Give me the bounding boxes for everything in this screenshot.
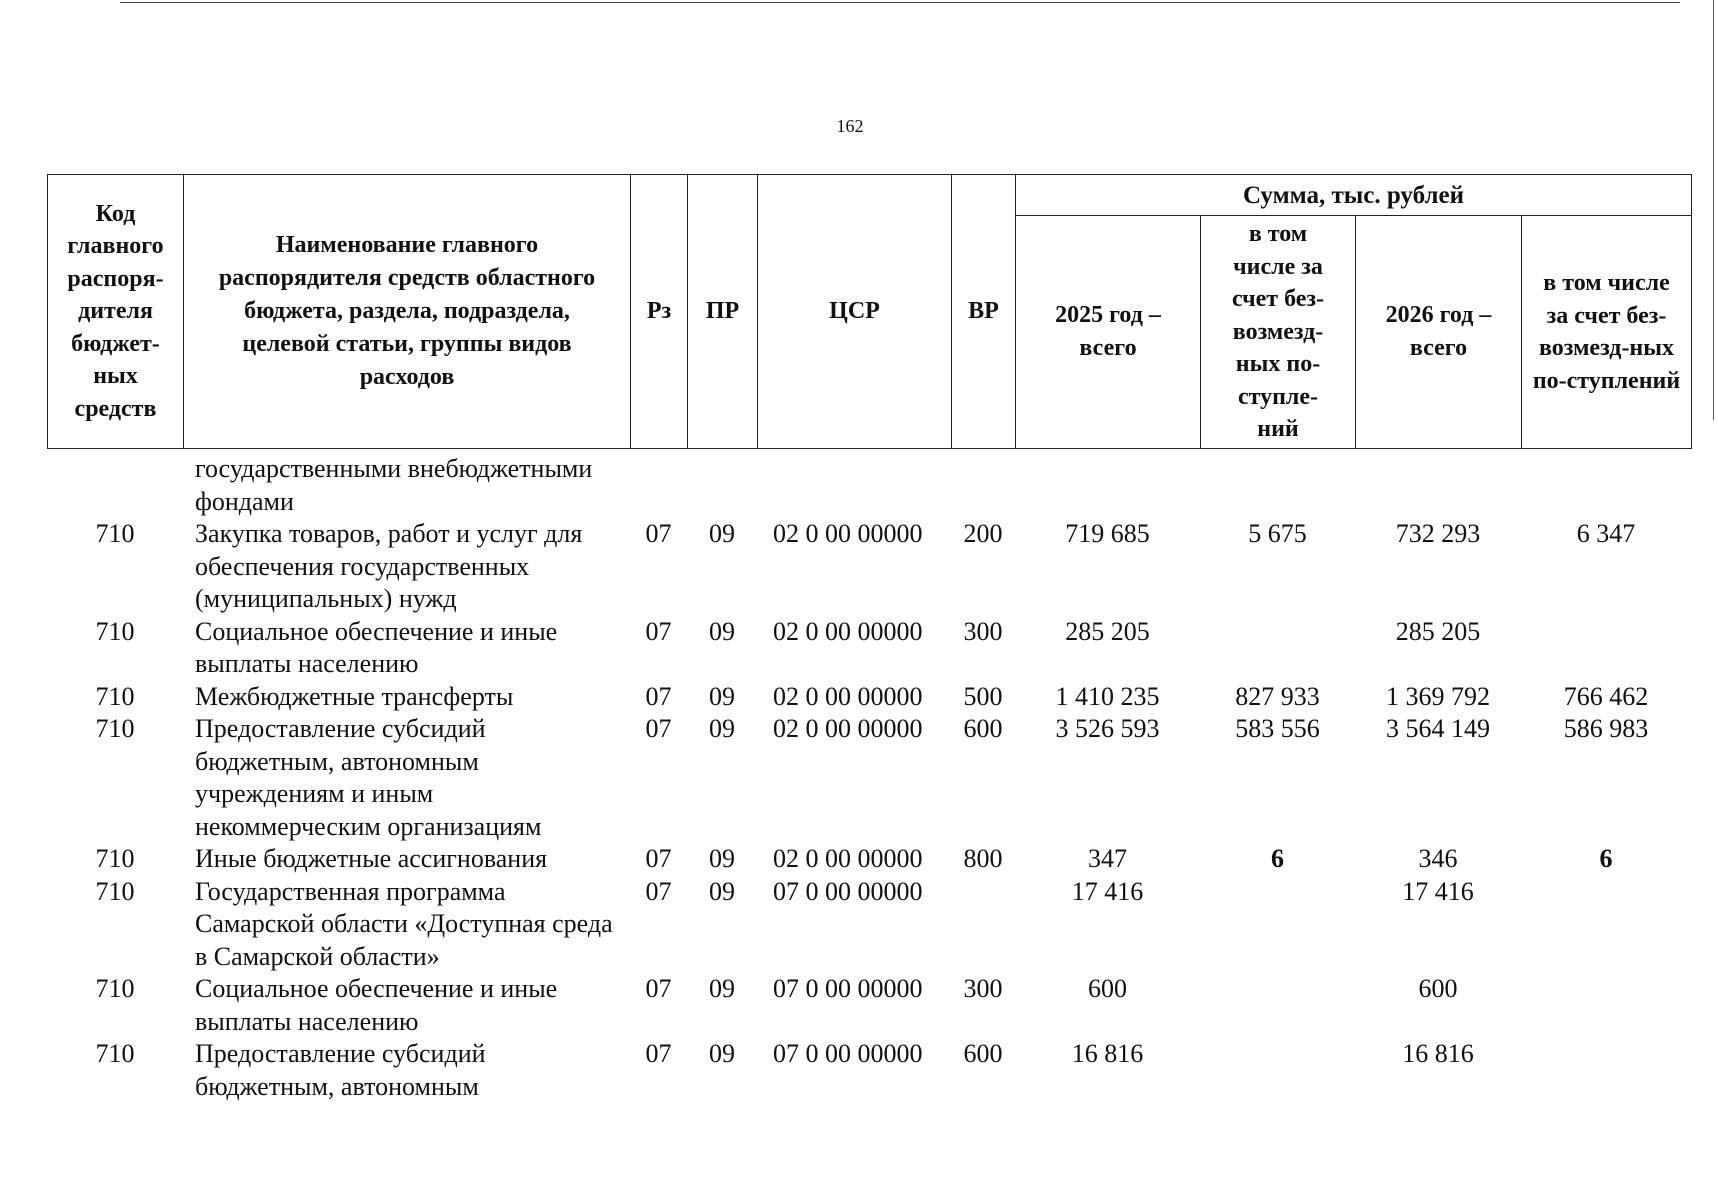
cell-code: 710 <box>95 974 135 1003</box>
cell-code <box>47 453 183 518</box>
cell-pr: 09 <box>709 844 735 873</box>
cell-name <box>183 453 630 518</box>
table-row <box>47 616 1691 681</box>
table-rows <box>47 453 1691 1103</box>
cell-rz: 07 <box>645 876 672 906</box>
cell-2025-free <box>1200 453 1355 518</box>
cell-2025-free: 827 933 <box>1235 681 1320 711</box>
cell-2026-total: 346 <box>1418 844 1458 873</box>
cell-vr <box>951 453 1015 518</box>
cell-2025-total: 17 416 <box>1071 876 1144 906</box>
cell-vr: 200 <box>963 519 1003 548</box>
header-2026-free-text: в том числе за счет без-возмезд-ных по-ступлений <box>1532 270 1681 394</box>
cell-name-text: Предоставление субсидий бюджетным, автономным учреждениям и иным некоммерческим организациям <box>195 714 542 841</box>
cell-2025-free <box>1200 616 1355 681</box>
cell-pr <box>687 453 757 518</box>
cell-2025-free <box>1200 876 1355 974</box>
cell-name <box>183 973 630 1038</box>
table-row <box>47 876 1691 974</box>
cell-2025-free: 583 556 <box>1235 714 1320 743</box>
cell-2026-total: 17 416 <box>1402 876 1474 906</box>
cell-vr: 300 <box>963 974 1003 1003</box>
cell-2026-free <box>1521 616 1691 681</box>
header-sum-title: Сумма, тыс. рублей <box>1016 175 1692 216</box>
cell-name-text: Закупка товаров, работ и услуг для обеспечения государственных (муниципальных) нужд <box>195 519 583 613</box>
cell-vr: 600 <box>963 714 1003 743</box>
cell-pr: 09 <box>709 616 735 646</box>
cell-csr: 07 0 00 00000 <box>773 1039 923 1068</box>
cell-2026-free: 6 347 <box>1576 519 1636 548</box>
cell-vr: 600 <box>963 1039 1003 1068</box>
cell-2026-free: 6 <box>1599 844 1613 873</box>
cell-rz: 07 <box>645 1039 672 1068</box>
cell-2026-free <box>1521 453 1691 518</box>
cell-csr: 07 0 00 00000 <box>773 974 923 1003</box>
cell-name <box>183 713 630 843</box>
cell-name <box>183 843 630 876</box>
cell-vr: 800 <box>963 844 1003 873</box>
page-number: 162 <box>836 116 864 136</box>
cell-name <box>183 876 630 974</box>
scan-top-edge <box>120 2 1680 3</box>
table-row <box>47 843 1691 876</box>
cell-2025-total: 285 205 <box>1065 616 1150 646</box>
cell-name <box>183 1038 630 1103</box>
cell-2026-total: 3 564 149 <box>1386 714 1490 743</box>
cell-2025-free <box>1200 973 1355 1038</box>
cell-2025-total: 719 685 <box>1065 519 1150 548</box>
cell-rz: 07 <box>645 844 672 873</box>
cell-2026-total <box>1355 453 1521 518</box>
cell-csr: 07 0 00 00000 <box>773 876 923 906</box>
cell-code: 710 <box>95 876 135 906</box>
cell-rz: 07 <box>645 519 672 548</box>
table-row <box>47 1038 1691 1103</box>
cell-2025-total: 1 410 235 <box>1055 681 1160 711</box>
cell-2025-total: 600 <box>1088 974 1127 1003</box>
cell-pr: 09 <box>709 876 735 906</box>
cell-name-text: Социальное обеспечение и иные выплаты населению <box>195 616 558 678</box>
header-name <box>184 175 631 449</box>
scan-right-edge <box>1713 0 1714 420</box>
cell-2026-free <box>1521 973 1691 1038</box>
cell-pr: 09 <box>709 714 735 743</box>
cell-pr: 09 <box>709 519 735 548</box>
cell-name <box>183 518 630 616</box>
cell-pr: 09 <box>709 974 735 1003</box>
cell-code: 710 <box>95 844 135 873</box>
cell-2026-free <box>1521 1038 1691 1103</box>
cell-pr: 09 <box>709 681 735 711</box>
cell-name-text: Предоставление субсидий бюджетным, автономным <box>195 1039 486 1101</box>
cell-name-text: Социальное обеспечение и иные выплаты населению <box>195 974 558 1036</box>
cell-name-text: Государственная программа Самарской области «Доступная среда в Самарской области» <box>195 876 613 971</box>
cell-name-text: Иные бюджетные ассигнования <box>195 844 548 873</box>
header-code-text: Код главного распоря-дителя бюджет-ных средств <box>67 200 164 422</box>
table-row <box>47 973 1691 1038</box>
cell-2025-free: 5 675 <box>1248 519 1307 548</box>
cell-code: 710 <box>95 714 135 743</box>
cell-2025-total: 16 816 <box>1071 1039 1144 1068</box>
header-rz: Рз <box>631 175 688 449</box>
continuation-row <box>47 453 1691 518</box>
cell-rz: 07 <box>645 974 672 1003</box>
cell-rz: 07 <box>645 616 672 646</box>
cell-name-text: Межбюджетные трансферты <box>195 681 514 711</box>
header-2025-free-text: в том числе за счет без-возмезд-ных по-ступле-ний <box>1231 221 1325 443</box>
cell-2025-total <box>1015 453 1200 518</box>
header-2025-total-text: 2025 год – всего <box>1055 302 1161 361</box>
cell-csr: 02 0 00 00000 <box>773 714 923 743</box>
cell-csr: 02 0 00 00000 <box>773 844 923 873</box>
cell-rz: 07 <box>645 714 672 743</box>
table-row <box>47 681 1691 714</box>
cell-code: 710 <box>95 1039 135 1068</box>
cell-rz <box>630 453 687 518</box>
cell-vr: 300 <box>963 616 1003 646</box>
header-code <box>48 175 184 449</box>
cell-2026-free: 766 462 <box>1563 681 1649 711</box>
header-2026-total-text: 2026 год – всего <box>1385 302 1492 361</box>
cell-vr: 500 <box>963 681 1003 711</box>
cell-name <box>183 616 630 681</box>
header-2025-free <box>1201 216 1356 449</box>
cell-2025-free: 6 <box>1271 844 1284 873</box>
cell-csr <box>757 453 951 518</box>
cell-vr <box>951 876 1015 974</box>
header-name-text: Наименование главного распорядителя средств областного бюджета, раздела, подраздела, целевой статьи, группы видов расходов <box>218 232 596 390</box>
cell-csr: 02 0 00 00000 <box>773 616 923 646</box>
header-vr: ВР <box>952 175 1016 449</box>
header-2026-total <box>1356 216 1522 449</box>
cell-csr: 02 0 00 00000 <box>773 681 923 711</box>
cell-csr: 02 0 00 00000 <box>773 519 923 548</box>
cell-code: 710 <box>95 616 135 646</box>
header-csr: ЦСР <box>758 175 952 449</box>
table-row <box>47 518 1691 616</box>
table-header <box>47 174 1692 449</box>
cell-code: 710 <box>95 681 135 711</box>
header-2025-total <box>1016 216 1201 449</box>
cell-rz: 07 <box>645 681 672 711</box>
cell-2026-total: 16 816 <box>1402 1039 1474 1068</box>
cell-2026-total: 732 293 <box>1395 519 1481 548</box>
header-pr: ПР <box>688 175 758 449</box>
cell-2025-total: 3 526 593 <box>1055 714 1160 743</box>
budget-table-body <box>47 453 1691 1103</box>
cell-2026-total: 600 <box>1418 974 1458 1003</box>
cell-pr: 09 <box>709 1039 735 1068</box>
cell-2026-total: 1 369 792 <box>1386 681 1490 711</box>
cell-name <box>183 681 630 714</box>
cell-2026-total: 285 205 <box>1395 616 1481 646</box>
table-row <box>47 713 1691 843</box>
header-2026-free <box>1522 216 1692 449</box>
cell-2026-free: 586 983 <box>1563 714 1649 743</box>
cell-2026-free <box>1521 876 1691 974</box>
continuation-text: государственными внебюджетными фондами <box>195 454 593 516</box>
cell-code: 710 <box>95 519 135 548</box>
cell-2025-free <box>1200 1038 1355 1103</box>
cell-2025-total: 347 <box>1088 844 1127 873</box>
